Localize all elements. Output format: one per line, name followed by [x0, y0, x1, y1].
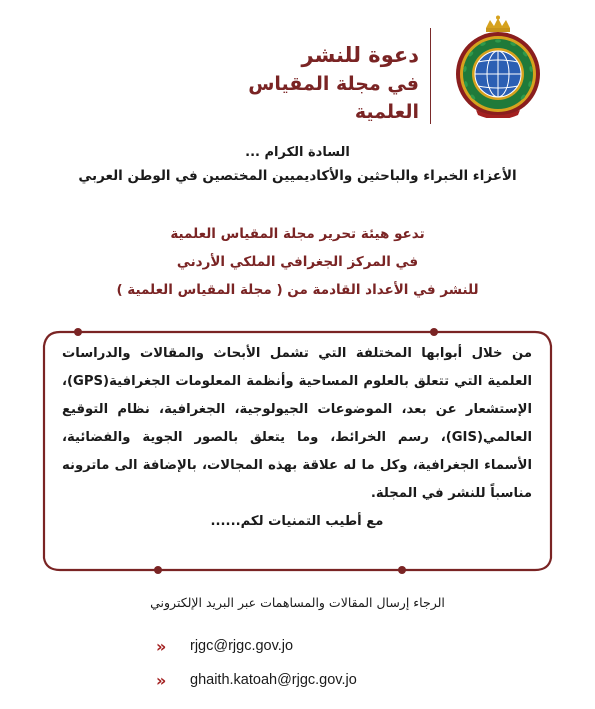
email-row	[156, 668, 357, 692]
invitation	[20, 220, 575, 304]
frame-ornament-top-left	[74, 328, 82, 336]
email-row	[156, 634, 293, 658]
invitation-line-3: للنشر في الأعداد القادمة من ( مجلة المقياس العلمية )	[116, 282, 479, 298]
email-link[interactable]: rjgc@rjgc.gov.jo	[190, 638, 294, 654]
header	[0, 14, 595, 124]
header-divider	[430, 28, 431, 124]
rjgc-emblem-icon	[446, 14, 550, 118]
double-chevron-icon: »	[156, 636, 165, 656]
body-closing: مع أطيب التمنيات لكم......	[210, 514, 384, 529]
footer-note: الرجاء إرسال المقالات والمساهمات عبر البريد الإلكتروني	[150, 595, 445, 610]
salutation	[20, 143, 575, 189]
page-title	[179, 40, 419, 126]
frame-ornament-bottom-right	[398, 566, 406, 574]
email-link[interactable]: ghaith.katoah@rjgc.gov.jo	[190, 672, 357, 688]
body-paragraph: من خلال أبوابها المختلفة التي تشمل الأبحاث والمقالات والدراسات العلمية التي تتعلق بالعلوم المساحية وأنظمة المعلومات الجغرافية(GPS)، الإستشعار عن بعد، الموضوعات الجيولوجية، الجغرافية، نظام التوقيع العالمي(GIS)، رسم الخرائط، وما يتعلق بالصور الجوية والفضائية، الأسماء الجغرافية، وكل ما له علاقة بهذه المجالات، بالإضافة الى ماترونه مناسباً للنشر في المجلة.	[62, 346, 532, 501]
invitation-line-2: في المركز الجغرافي الملكي الأردني	[176, 254, 419, 270]
body-text	[62, 340, 532, 536]
salutation-line-1: السادة الكرام ...	[245, 145, 350, 160]
salutation-line-2: الأعزاء الخبراء والباحثين والأكاديميين المختصين في الوطن العربي	[78, 168, 517, 184]
title-line-1: دعوة للنشر	[301, 43, 419, 67]
frame-ornament-bottom-left	[154, 566, 162, 574]
title-line-2: في مجلة المقياس العلمية	[248, 73, 419, 123]
invitation-line-1: تدعو هيئة تحرير مجلة المقياس العلمية	[170, 226, 425, 242]
double-chevron-icon: »	[156, 670, 165, 690]
frame-ornament-top-right	[430, 328, 438, 336]
